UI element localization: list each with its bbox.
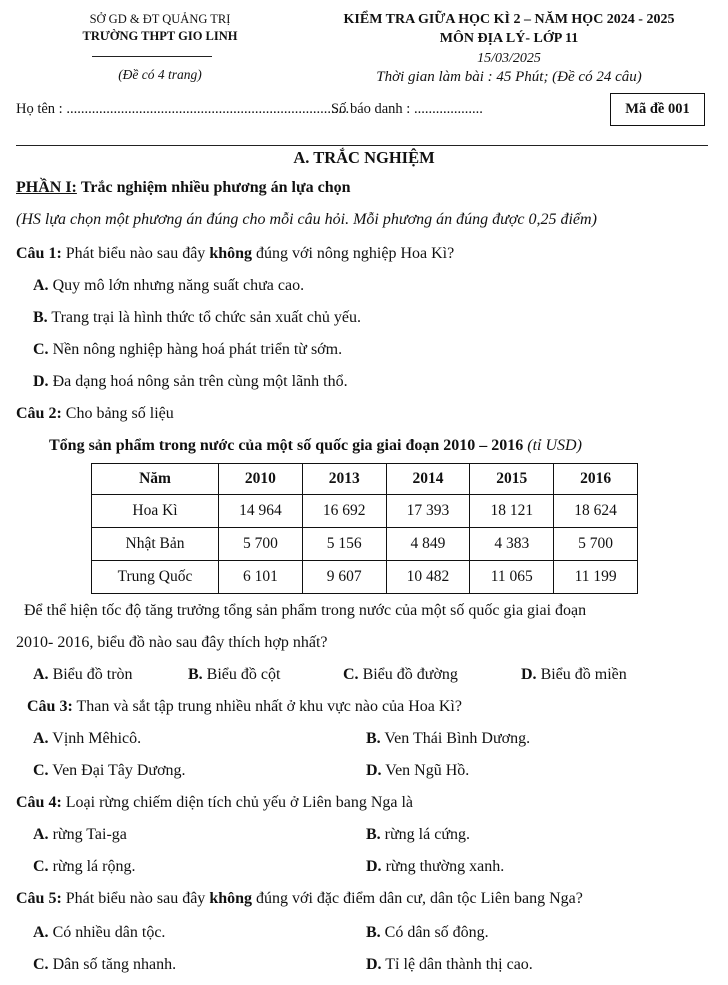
table-cell: 11 065: [470, 561, 554, 594]
q3-option-a[interactable]: [33, 730, 141, 748]
q4-label: Câu 4:: [16, 794, 62, 811]
q1-option-a[interactable]: [33, 277, 304, 295]
q2-option-b[interactable]: [188, 666, 280, 684]
q3-label: Câu 3:: [27, 698, 73, 715]
candidate-id-row: [331, 101, 483, 118]
table-cell: 16 692: [302, 495, 386, 528]
exam-duration: Thời gian làm bài : 45 Phút; (Đề có 24 câu): [376, 69, 642, 85]
option-text: Ven Đại Tây Dương.: [52, 762, 186, 779]
option-letter: C.: [33, 858, 49, 875]
header-divider: [92, 56, 212, 57]
table-header-cell: 2016: [554, 464, 638, 495]
table-cell-country: Nhật Bản: [92, 528, 219, 561]
id-label: Số báo danh :: [331, 101, 411, 117]
question-1: [16, 245, 454, 263]
q1-option-c[interactable]: [33, 341, 342, 359]
question-2: [16, 405, 174, 423]
q3-option-b[interactable]: [366, 730, 530, 748]
pages-note: (Đề có 4 trang): [118, 67, 202, 82]
q2-question-line2: 2010- 2016, biểu đồ nào sau đây thích hợp nhất?: [16, 634, 328, 651]
option-letter: A.: [33, 730, 49, 747]
option-text: Có dân số đông.: [384, 924, 489, 941]
option-text: Biểu đồ đường: [362, 666, 458, 683]
option-letter: B.: [366, 924, 381, 941]
exam-code: Mã đề 001: [625, 101, 690, 117]
part-title: Trắc nghiệm nhiều phương án lựa chọn: [80, 179, 351, 196]
section-divider: [16, 145, 708, 146]
table-cell: 6 101: [219, 561, 303, 594]
table-header-cell: Năm: [92, 464, 219, 495]
option-text: rừng lá cứng.: [384, 826, 470, 843]
name-field[interactable]: ..............................................................................: [66, 101, 350, 117]
table-caption: [49, 437, 582, 455]
option-letter: D.: [366, 858, 382, 875]
option-letter: A.: [33, 924, 49, 941]
part-label: PHẦN I:: [16, 179, 77, 196]
q5-option-b[interactable]: [366, 924, 489, 942]
exam-code-box: [610, 93, 705, 126]
option-text: Có nhiều dân tộc.: [52, 924, 166, 941]
option-letter: B.: [366, 826, 381, 843]
table-unit: (tỉ USD): [527, 437, 582, 454]
option-text: Biểu đồ tròn: [52, 666, 133, 683]
option-text: Ven Ngũ Hồ.: [385, 762, 470, 779]
q4-text: Loại rừng chiếm diện tích chủ yếu ở Liên bang Nga là: [65, 794, 414, 811]
table-cell: 4 383: [470, 528, 554, 561]
option-letter: C.: [33, 956, 49, 973]
q2-option-d[interactable]: [521, 666, 627, 684]
table-header-cell: 2015: [470, 464, 554, 495]
q1-option-d[interactable]: [33, 373, 348, 391]
option-text: rừng thường xanh.: [385, 858, 505, 875]
table-cell: 4 849: [386, 528, 470, 561]
table-cell: 11 199: [554, 561, 638, 594]
q1-option-b[interactable]: [33, 309, 361, 327]
option-text: Nền nông nghiệp hàng hoá phát triển từ sớm.: [52, 341, 343, 358]
q5-option-c[interactable]: [33, 956, 176, 974]
table-header-row: [92, 464, 638, 495]
option-letter: B.: [188, 666, 203, 683]
q2-option-a[interactable]: [33, 666, 133, 684]
table-title: Tổng sản phẩm trong nước của một số quốc gia giai đoạn 2010 – 2016: [49, 437, 524, 454]
question-3: [27, 698, 462, 716]
option-letter: C.: [33, 341, 49, 358]
q4-option-a[interactable]: [33, 826, 127, 844]
q5-text-before: Phát biểu nào sau đây: [65, 890, 206, 907]
table-cell: 17 393: [386, 495, 470, 528]
q4-option-c[interactable]: [33, 858, 135, 876]
exam-date: 15/03/2025: [477, 51, 541, 66]
q5-option-d[interactable]: [366, 956, 533, 974]
option-text: Tỉ lệ dân thành thị cao.: [385, 956, 533, 973]
table-cell: 10 482: [386, 561, 470, 594]
q5-text-after: đúng với đặc điểm dân cư, dân tộc Liên bang Nga?: [256, 890, 583, 907]
candidate-name-row: [16, 101, 349, 118]
question-5: [16, 890, 583, 908]
option-text: Biểu đồ miền: [540, 666, 627, 683]
q5-option-a[interactable]: [33, 924, 165, 942]
q4-option-b[interactable]: [366, 826, 470, 844]
table-row: [92, 495, 638, 528]
part-heading: [16, 179, 351, 197]
q1-label: Câu 1:: [16, 245, 62, 262]
q5-label: Câu 5:: [16, 890, 62, 907]
table-row: [92, 561, 638, 594]
option-letter: B.: [366, 730, 381, 747]
question-4: [16, 794, 413, 812]
gdp-table: [91, 463, 638, 594]
option-letter: D.: [521, 666, 537, 683]
q1-text-after: đúng với nông nghiệp Hoa Kì?: [256, 245, 455, 262]
table-cell: 18 121: [470, 495, 554, 528]
q1-text-bold: không: [209, 245, 253, 262]
table-cell: 14 964: [219, 495, 303, 528]
q5-text-bold: không: [209, 890, 253, 907]
part-instruction: (HS lựa chọn một phương án đúng cho mỗi câu hỏi. Mỗi phương án đúng được 0,25 điểm): [16, 211, 597, 228]
q3-option-d[interactable]: [366, 762, 469, 780]
q2-label: Câu 2:: [16, 405, 62, 422]
school-name: TRƯỜNG THPT GIO LINH: [82, 29, 238, 43]
name-label: Họ tên :: [16, 101, 63, 117]
section-title: A. TRẮC NGHIỆM: [293, 148, 435, 167]
option-letter: D.: [366, 762, 382, 779]
option-letter: A.: [33, 826, 49, 843]
q1-text-before: Phát biểu nào sau đây: [65, 245, 206, 262]
id-field[interactable]: ...................: [413, 101, 483, 117]
option-text: Vịnh Mêhicô.: [52, 730, 142, 747]
q3-text: Than và sắt tập trung nhiều nhất ở khu vực nào của Hoa Kì?: [76, 698, 462, 715]
option-text: rừng Tai-ga: [52, 826, 127, 843]
option-letter: C.: [33, 762, 49, 779]
table-cell: 9 607: [302, 561, 386, 594]
option-letter: C.: [343, 666, 359, 683]
table-header-cell: 2010: [219, 464, 303, 495]
table-header-cell: 2014: [386, 464, 470, 495]
q2-question-line1: Để thể hiện tốc độ tăng trưởng tổng sản phẩm trong nước của một số quốc gia giai đoạn: [24, 602, 587, 619]
q3-option-c[interactable]: [33, 762, 186, 780]
table-cell: 5 700: [554, 528, 638, 561]
table-cell: 18 624: [554, 495, 638, 528]
table-cell: 5 700: [219, 528, 303, 561]
option-text: Trang trại là hình thức tổ chức sản xuất chủ yếu.: [51, 309, 361, 326]
option-letter: B.: [33, 309, 48, 326]
option-text: Biểu đồ cột: [206, 666, 281, 683]
option-text: rừng lá rộng.: [52, 858, 136, 875]
option-letter: A.: [33, 277, 49, 294]
table-cell: 5 156: [302, 528, 386, 561]
table-header-cell: 2013: [302, 464, 386, 495]
option-text: Ven Thái Bình Dương.: [384, 730, 531, 747]
option-letter: A.: [33, 666, 49, 683]
q4-option-d[interactable]: [366, 858, 504, 876]
option-text: Dân số tăng nhanh.: [52, 956, 177, 973]
department-name: SỞ GD & ĐT QUẢNG TRỊ: [89, 12, 231, 26]
option-text: Quy mô lớn nhưng năng suất chưa cao.: [52, 277, 305, 294]
q2-option-c[interactable]: [343, 666, 458, 684]
table-cell-country: Hoa Kì: [92, 495, 219, 528]
exam-title: KIỂM TRA GIỮA HỌC KÌ 2 – NĂM HỌC 2024 - 2025: [343, 12, 675, 27]
table-cell-country: Trung Quốc: [92, 561, 219, 594]
table-row: [92, 528, 638, 561]
exam-subject: MÔN ĐỊA LÝ- LỚP 11: [439, 31, 579, 46]
option-text: Đa dạng hoá nông sản trên cùng một lãnh thổ.: [52, 373, 348, 390]
q2-text: Cho bảng số liệu: [65, 405, 174, 422]
option-letter: D.: [33, 373, 49, 390]
option-letter: D.: [366, 956, 382, 973]
